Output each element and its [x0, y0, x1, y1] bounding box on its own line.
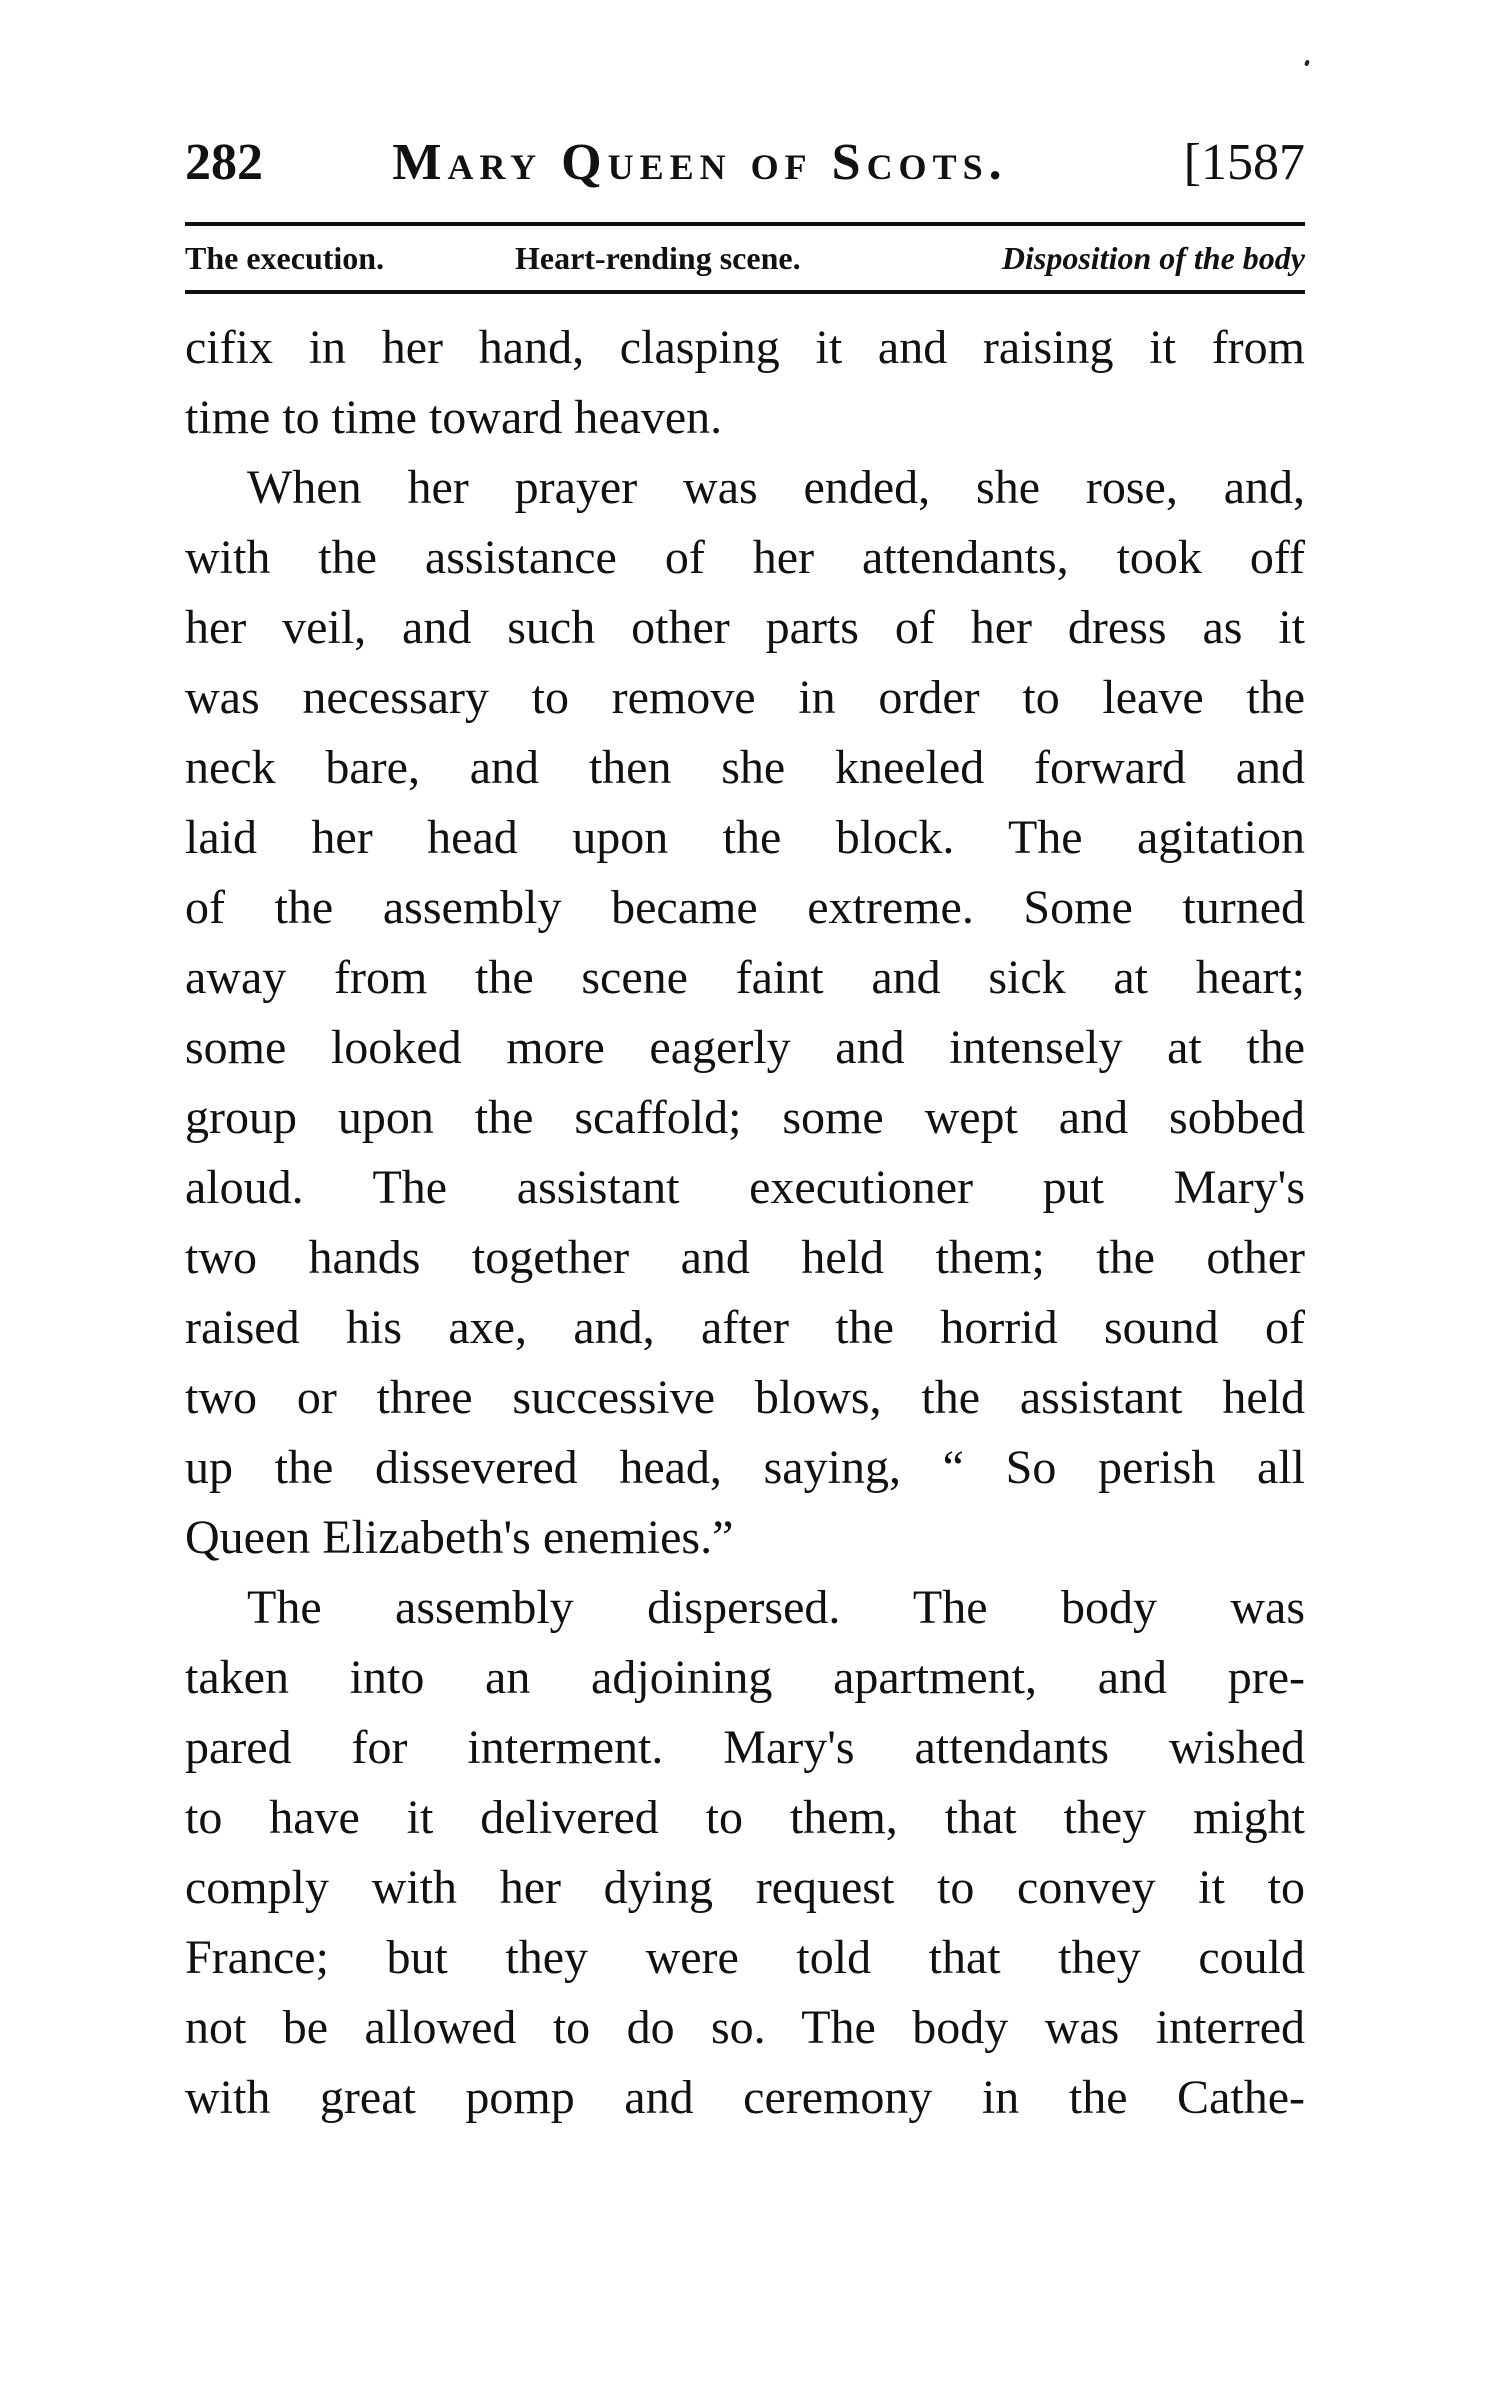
text-line: taken into an adjoining apartment, and pre- — [185, 1651, 1305, 1704]
text-line: The assembly dispersed. The body was — [247, 1581, 1305, 1634]
text-line: with the assistance of her attendants, took off — [185, 531, 1305, 584]
body-text — [185, 313, 1305, 2133]
text-line: some looked more eagerly and intensely at the — [185, 1021, 1305, 1074]
text-line: pared for interment. Mary's attendants wished — [185, 1721, 1305, 1774]
subhead-disposition: Disposition of the body — [1001, 240, 1305, 276]
text-line: neck bare, and then she kneeled forward and — [185, 741, 1305, 794]
text-line: comply with her dying request to convey it to — [185, 1861, 1305, 1914]
text-line: cifix in her hand, clasping it and raising it from — [185, 321, 1305, 374]
text-line: with great pomp and ceremony in the Cathe- — [185, 2071, 1305, 2124]
page-number: 282 — [185, 134, 263, 191]
header-rule-top — [185, 222, 1305, 226]
text-line: away from the scene faint and sick at heart; — [185, 951, 1305, 1004]
text-line: her veil, and such other parts of her dress as it — [185, 601, 1305, 654]
print-speck — [1304, 59, 1310, 66]
running-head — [185, 128, 1305, 198]
text-line: up the dissevered head, saying, “ So perish all — [185, 1441, 1305, 1494]
subhead-scene: Heart-rending scene. — [515, 240, 801, 276]
text-line: to have it delivered to them, that they might — [185, 1791, 1305, 1844]
subheadings — [185, 236, 1305, 280]
text-line: aloud. The assistant executioner put Mary's — [185, 1161, 1305, 1214]
text-line: group upon the scaffold; some wept and sobbed — [185, 1091, 1305, 1144]
text-line: not be allowed to do so. The body was interred — [185, 2001, 1305, 2054]
text-line: was necessary to remove in order to leave the — [185, 671, 1305, 724]
text-line: France; but they were told that they could — [185, 1931, 1305, 1984]
text-line: two hands together and held them; the other — [185, 1231, 1305, 1284]
text-line: of the assembly became extreme. Some turned — [185, 881, 1305, 934]
header-rule-bottom — [185, 290, 1305, 294]
text-line: When her prayer was ended, she rose, and, — [247, 461, 1305, 514]
text-line: time to time toward heaven. — [185, 391, 723, 444]
year-marker: [1587 — [1183, 134, 1305, 191]
book-title: Mary Queen of Scots. — [392, 134, 1008, 191]
subhead-execution: The execution. — [185, 240, 385, 276]
text-line: laid her head upon the block. The agitation — [185, 811, 1305, 864]
text-line: Queen Elizabeth's enemies.” — [185, 1511, 734, 1564]
text-line: raised his axe, and, after the horrid sound of — [185, 1301, 1305, 1354]
text-line: two or three successive blows, the assistant held — [185, 1371, 1305, 1424]
